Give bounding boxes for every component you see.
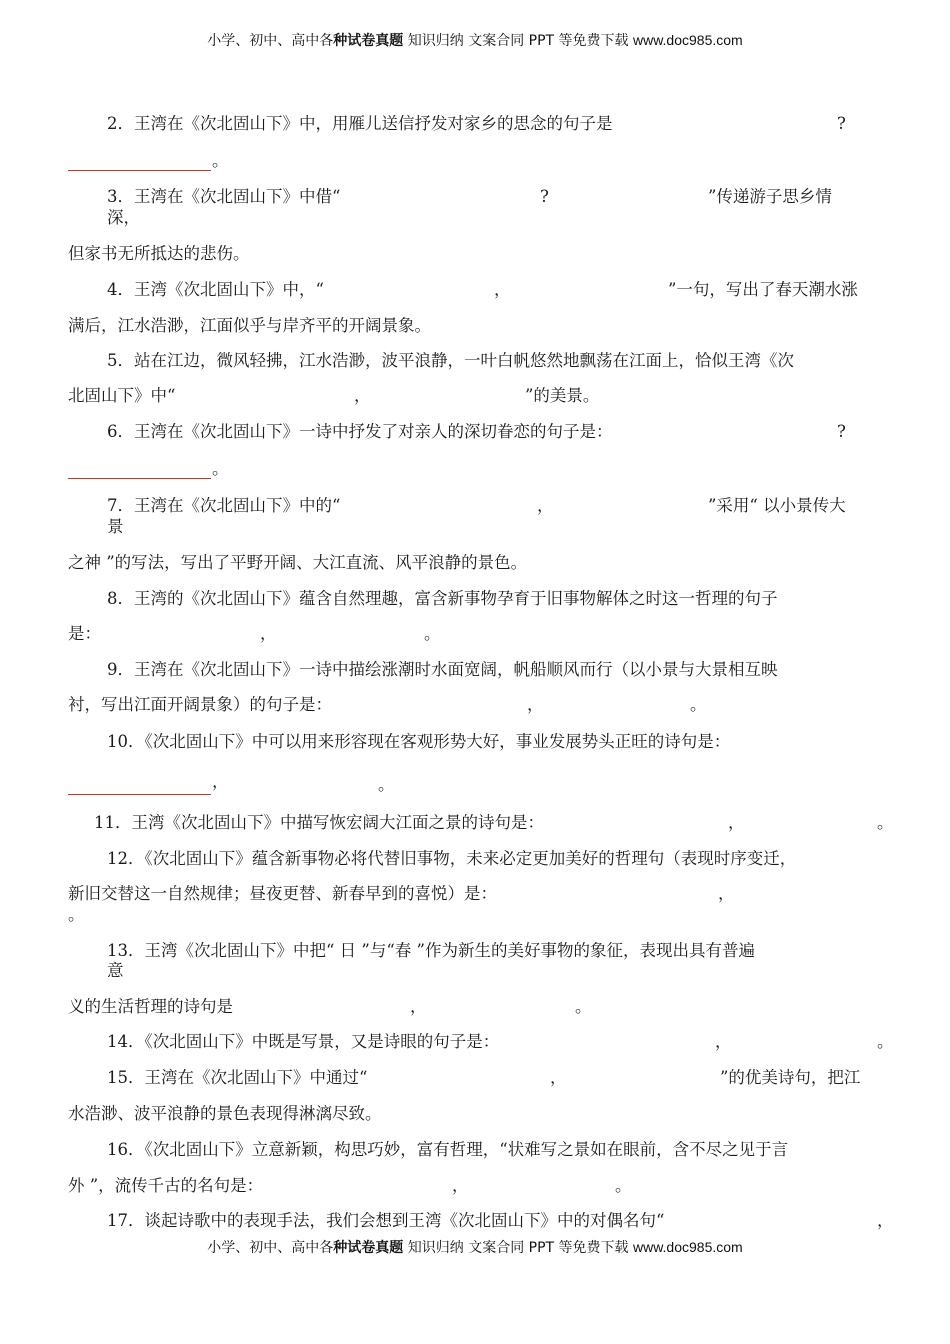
question-6-end: 。 bbox=[212, 459, 229, 478]
question-12-line2: 新旧交替这一自然规律；昼夜更替、新春早到的喜悦）是： bbox=[68, 884, 497, 903]
answer-line bbox=[68, 794, 211, 795]
question-5-text: 5．站在江边，微风轻拂，江水浩渺，波平浪静，一叶白帆悠然地飘荡在江面上，恰似王湾《次 bbox=[107, 351, 794, 370]
question-4-line2: 满后，江水浩渺，江面似乎与岸齐平的开阔景象。 bbox=[68, 316, 431, 335]
question-2-end: 。 bbox=[212, 151, 229, 170]
question-2-mark: ? bbox=[837, 114, 846, 133]
question-9-text: 9．王湾在《次北固山下》一诗中描绘涨潮时水面宽阔，帆船顺风而行（以小景与大景相互映 bbox=[107, 660, 778, 679]
question-14-comma: ， bbox=[715, 1032, 732, 1051]
question-17-text: 17．谈起诗歌中的表现手法，我们会想到王湾《次北固山下》中的对偶名句“ bbox=[107, 1211, 665, 1230]
question-8-line2: 是： bbox=[68, 624, 101, 643]
question-4-text-b: ”一句，写出了春天潮水涨 bbox=[668, 280, 858, 299]
question-3-mark: ? bbox=[540, 187, 549, 206]
question-11-comma: ， bbox=[728, 813, 745, 832]
footer-link[interactable]: www.doc985.com bbox=[632, 1239, 743, 1255]
question-10-end: 。 bbox=[378, 775, 395, 794]
question-17-comma: ， bbox=[877, 1211, 894, 1230]
question-9-end: 。 bbox=[690, 695, 707, 714]
question-11-end: 。 bbox=[877, 813, 894, 832]
question-7-line2: 之神 ”的写法，写出了平野开阔、大江直流、风平浪静的景色。 bbox=[68, 553, 528, 572]
question-14-end: 。 bbox=[877, 1032, 894, 1051]
header-link[interactable]: www.doc985.com bbox=[632, 32, 743, 48]
question-2-text: 2．王湾在《次北固山下》中，用雁儿送信抒发对家乡的思念的句子是 bbox=[107, 114, 613, 133]
question-6-mark: ? bbox=[837, 422, 846, 441]
answer-line bbox=[68, 478, 211, 479]
question-10-text: 10．《次北固山下》中可以用来形容现在客观形势大好，事业发展势头正旺的诗句是： bbox=[107, 732, 731, 751]
question-12-end: 。 bbox=[68, 905, 85, 924]
question-14-text: 14．《次北固山下》中既是写景，又是诗眼的句子是： bbox=[107, 1032, 500, 1051]
question-13-end: 。 bbox=[575, 997, 592, 1016]
question-15-line2: 水浩渺、波平浪静的景色表现得淋漓尽致。 bbox=[68, 1104, 382, 1123]
question-3-text-c: 深， bbox=[107, 208, 140, 227]
page-header: 小学、初中、高中各种试卷真题 知识归纳 文案合同 PPT 等免费下载 www.doc985.com bbox=[207, 32, 743, 49]
question-15-comma: ， bbox=[550, 1068, 567, 1087]
question-6-text: 6．王湾在《次北固山下》一诗中抒发了对亲人的深切眷恋的句子是： bbox=[107, 422, 613, 441]
question-4-text: 4．王湾《次北固山下》中，“ bbox=[107, 280, 324, 299]
question-7-text: 7．王湾在《次北固山下》中的“ bbox=[107, 496, 341, 515]
question-16-line2: 外 ”，流传千古的名句是： bbox=[68, 1176, 264, 1195]
question-13-text-c: 意 bbox=[107, 961, 124, 980]
question-15-text-b: ”的优美诗句，把江 bbox=[720, 1068, 861, 1087]
question-3-text-b: ”传递游子思乡情 bbox=[708, 187, 832, 206]
question-7-comma: ， bbox=[537, 496, 554, 515]
question-9-line2: 衬，写出江面开阔景象）的句子是： bbox=[68, 695, 332, 714]
question-5-text-b: ”的美景。 bbox=[525, 386, 600, 405]
question-3-line2: 但家书无所抵达的悲伤。 bbox=[68, 244, 250, 263]
answer-line bbox=[68, 170, 211, 171]
question-5-line2: 北固山下》中“ bbox=[68, 386, 176, 405]
question-12-text: 12．《次北固山下》蕴含新事物必将代替旧事物，未来必定更加美好的哲理句（表现时序变迁， bbox=[107, 849, 797, 868]
question-7-text-b: ”采用“ 以小景传大 bbox=[708, 496, 846, 515]
question-3-text: 3．王湾在《次北固山下》中借“ bbox=[107, 187, 341, 206]
question-13-text: 13．王湾《次北固山下》中把“ 日 ”与“春 ”作为新生的美好事物的象征，表现出具有普遍 bbox=[107, 941, 755, 960]
page-footer: 小学、初中、高中各种试卷真题 知识归纳 文案合同 PPT 等免费下载 www.doc985.com bbox=[207, 1239, 743, 1256]
question-4-comma: ， bbox=[494, 280, 511, 299]
question-9-comma: ， bbox=[527, 695, 544, 714]
question-10-comma: ， bbox=[212, 772, 229, 791]
question-16-end: 。 bbox=[615, 1176, 632, 1195]
question-8-text: 8．王湾的《次北固山下》蕴含自然理趣，富含新事物孕育于旧事物解体之时这一哲理的句子 bbox=[107, 589, 778, 608]
question-12-comma: ， bbox=[718, 884, 735, 903]
question-8-comma: ， bbox=[260, 624, 277, 643]
question-15-text: 15．王湾在《次北固山下》中通过“ bbox=[107, 1068, 368, 1087]
question-16-comma: ， bbox=[452, 1176, 469, 1195]
question-11-text: 11．王湾《次北固山下》中描写恢宏阔大江面之景的诗句是： bbox=[94, 813, 544, 832]
question-13-line2: 义的生活哲理的诗句是 bbox=[68, 997, 233, 1016]
question-7-text-c: 景 bbox=[107, 517, 124, 536]
question-5-comma: ， bbox=[354, 386, 371, 405]
question-13-comma: ， bbox=[410, 997, 427, 1016]
question-16-text: 16．《次北固山下》立意新颖，构思巧妙，富有哲理，“状难写之景如在眼前，含不尽之见于言 bbox=[107, 1140, 789, 1159]
question-8-end: 。 bbox=[424, 624, 441, 643]
